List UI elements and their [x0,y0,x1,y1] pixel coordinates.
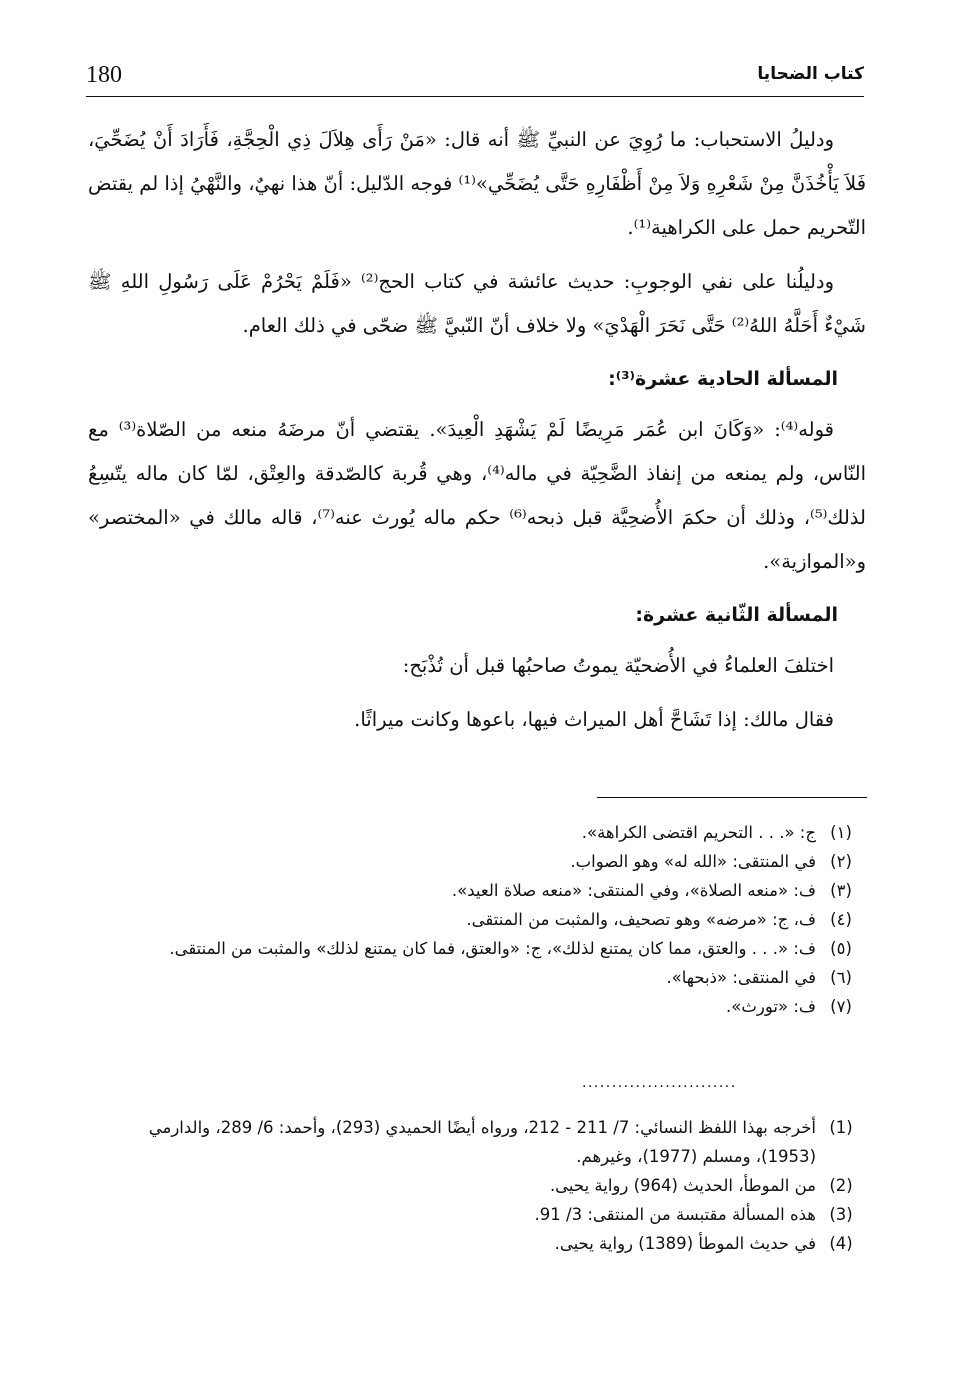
footnote-number: (٢) [830,852,852,871]
footnote-item [86,1171,866,1200]
footnote-text: ف: «. . . والعتق، مما كان يمتنع لذلك»، ج: «والعتق، فما كان يمتنع لذلك» والمثبت من المنتقى. [169,939,816,958]
section-heading-twelfth-issue: المسألة الثّانية عشرة: [635,604,838,626]
paragraph-recommendation-evidence: ودليلُ الاستحباب: ما رُوِيَ عن النبيِّ ﷺ أنه قال: «مَنْ رَأَى هِلاَلَ ذِي الْحِجَّةِ، فَأَرَادَ أَنْ يُضَحِّيَ، فَلاَ يَأْخُذَنَّ مِنْ شَعْرِهِ وَلاَ مِنْ أَظْفَارِهِ حَتَّى يُضَحِّي»⁽¹⁾ فوجه الدّليل: أنّ هذا نهيٌ، والنَّهْيُ إذا لم يقتض التّحريم حمل على الكراهية⁽¹⁾. [88,128,867,239]
footnote-number: (٤) [830,910,852,929]
paragraph-ibn-umar-sick: قوله⁽⁴⁾: «وَكَانَ ابن عُمَر مَرِيضًا لَمْ يَشْهَدِ الْعِيدَ». يقتضي أنّ مرضَهُ منعه من الصّلاة⁽³⁾ مع النّاس، ولم يمنعه من إنفاذ الضَّحِيّة في ماله⁽⁴⁾، وهي قُربة كالصّدقة والعِتْق، لمّا كان ماله يتّسِعُ لذلك⁽⁵⁾، وذلك أن حكمَ الأُضحِيَّة قبل ذبحه⁽⁶⁾ حكم ماله يُورث عنه⁽⁷⁾، قاله مالك في «المختصر» و«الموازية». [88,418,867,573]
dotted-separator: .......................... [582,1075,737,1091]
footnote-text: في المنتقى: «الله له» وهو الصواب. [570,852,816,871]
footnote-text: ج: «. . . التحريم اقتضى الكراهة». [581,823,816,842]
paragraph-scholars-differed: اختلفَ العلماءُ في الأُضحيّة يموتُ صاحبُها قبل أن تُذْبَح: [402,654,834,677]
footnote-item [86,1229,866,1258]
paragraph-non-obligation-evidence: ودليلُنا على نفي الوجوبِ: حديث عائشة في كتاب الحج⁽²⁾ «فَلَمْ يَحْرُمْ عَلَى رَسُولِ اللهِ ﷺ شَيْءٌ أَحَلَّهُ اللهُ⁽²⁾ حَتَّى نَحَرَ الْهَدْيَ» ولا خلاف أنّ النّبيَّ ﷺ ضحّى في ذلك العام. [88,270,866,337]
source-footnotes [86,1113,866,1258]
footnote-number: (٦) [830,968,852,987]
footnote-item [86,934,866,963]
page-header [86,60,864,97]
main-text [88,118,866,752]
footnote-number: (1) [829,1118,853,1137]
footnote-number: (4) [829,1234,853,1253]
footnote-item [86,1113,866,1171]
footnote-item [86,992,866,1021]
footnote-item [86,905,866,934]
footnote-item [86,818,866,847]
paragraph-malik-said: فقال مالك: إذا تَشَاحَّ أهل الميراث فيها، باعوها وكانت ميراثًا. [354,708,834,731]
page-number: 180 [86,62,122,88]
footnote-number: (٧) [830,997,852,1016]
footnote-number: (٥) [830,939,852,958]
section-heading-eleventh-issue: المسألة الحادية عشرة⁽³⁾: [608,368,838,390]
footnote-text: ف: «منعه الصلاة»، وفي المنتقى: «منعه صلاة العيد». [451,881,816,900]
footnote-text: في المنتقى: «ذبحها». [666,968,816,987]
footnote-item [86,876,866,905]
footnote-number: (٣) [830,881,852,900]
footnote-number: (١) [830,823,852,842]
footnote-item [86,847,866,876]
footnote-item [86,1200,866,1229]
footnote-text: في حديث الموطأ (1389) رواية يحيى. [554,1234,816,1253]
footnote-divider [597,797,867,798]
footnote-text: هذه المسألة مقتبسة من المنتقى: 3/ 91. [534,1205,816,1224]
footnote-text: من الموطأ، الحديث (964) رواية يحيى. [549,1176,816,1195]
running-title: كتاب الضحايا [757,64,864,84]
footnote-text: ف، ج: «مرضه» وهو تصحيف، والمثبت من المنتقى. [466,910,816,929]
footnote-number: (2) [829,1176,853,1195]
footnote-item [86,963,866,992]
editor-footnotes [86,818,866,1021]
footnote-number: (3) [829,1205,853,1224]
footnote-text: أخرجه بهذا اللفظ النسائي: 7/ 211 - 212، ورواه أيضًا الحميدي (293)، وأحمد: 6/ 289، والدارمي (1953)، ومسلم (1977)، وغيرهم. [148,1118,816,1166]
footnote-text: ف: «تورث». [726,997,816,1016]
